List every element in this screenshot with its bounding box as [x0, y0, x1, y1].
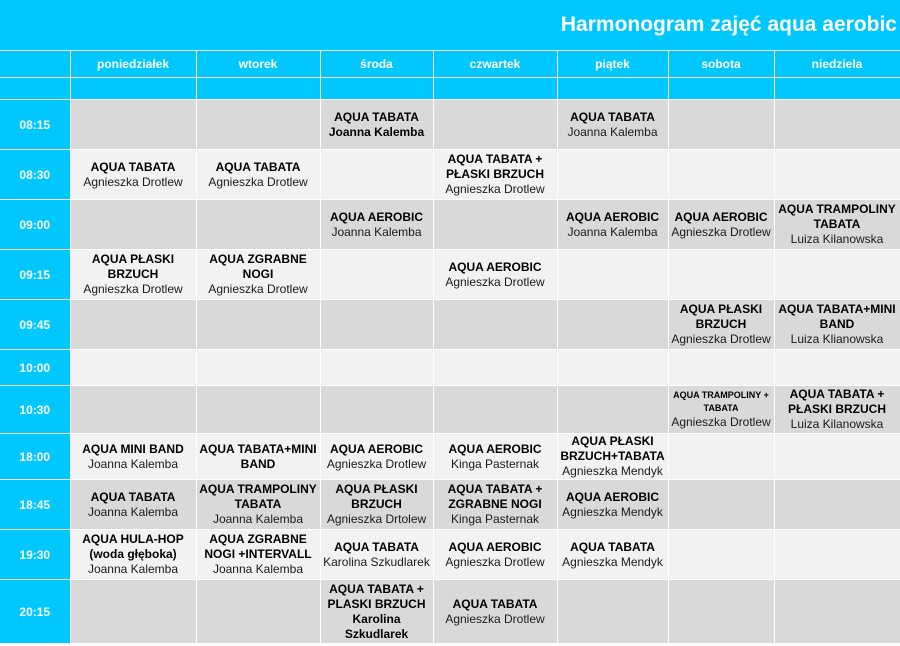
class-name: AQUA MINI BAND [82, 441, 184, 456]
class-cell [433, 300, 557, 350]
class-name: AQUA TRAMPOLINY TABATA [778, 202, 896, 231]
class-name: AQUA TABATA [570, 539, 655, 554]
class-cell [320, 200, 433, 250]
class-cell [774, 386, 900, 434]
class-cell [774, 480, 900, 530]
class-cell [433, 386, 557, 434]
class-cell [320, 150, 433, 200]
class-name: AQUA PŁASKI BRZUCH [679, 302, 763, 331]
class-cell [196, 580, 320, 644]
class-name: AQUA TRAMPOLINY + TABATA [673, 390, 769, 413]
instructor-name: Joanna Kalemba [567, 124, 658, 139]
class-name: AQUA AEROBIC [329, 441, 424, 456]
schedule-row [0, 250, 900, 300]
instructor-name: Agnieszka Drotlew [326, 456, 427, 471]
class-cell [668, 300, 774, 350]
time-cell: 09:45 [0, 300, 70, 350]
day-header: wtorek [196, 51, 320, 78]
class-cell [433, 480, 557, 530]
day-header: czwartek [433, 51, 557, 78]
class-cell [774, 580, 900, 644]
class-cell [320, 100, 433, 150]
class-cell [668, 150, 774, 200]
class-cell [70, 480, 196, 530]
class-name: AQUA PŁASKI BRZUCH [91, 252, 175, 281]
spacer-row [0, 78, 900, 100]
class-cell [774, 100, 900, 150]
class-cell [70, 250, 196, 300]
time-cell: 08:30 [0, 150, 70, 200]
instructor-name: Joanna Kalemba [212, 512, 304, 526]
instructor-name: Agnieszka Drotlew [671, 224, 771, 239]
class-cell [196, 350, 320, 386]
time-cell: 10:00 [0, 350, 70, 386]
schedule-row [0, 300, 900, 350]
class-cell [774, 530, 900, 580]
class-cell [433, 580, 557, 644]
instructor-name: Agnieszka Drotlew [83, 282, 183, 296]
class-cell [557, 386, 668, 434]
class-name: AQUA TABATA [90, 489, 176, 504]
class-name: AQUA TABATA + PLASKI BRZUCH [327, 581, 426, 611]
class-cell [70, 580, 196, 644]
class-cell [668, 250, 774, 300]
class-name: AQUA HULA-HOP (woda głęboka) [82, 532, 184, 561]
instructor-name: Joanna Kalemba [212, 562, 304, 576]
instructor-name: Agnieszka Drotlew [208, 282, 308, 296]
class-cell [557, 250, 668, 300]
class-cell [196, 250, 320, 300]
class-name: AQUA AEROBIC [448, 441, 542, 456]
class-name: AQUA PŁASKI BRZUCH [335, 482, 418, 511]
time-cell: 10:30 [0, 386, 70, 434]
class-name: AQUA TABATA + PŁASKI BRZUCH [446, 152, 544, 181]
class-name: AQUA AEROBIC [329, 209, 424, 224]
class-cell [774, 250, 900, 300]
instructor-name: Luiza Klianowska [790, 332, 884, 346]
time-cell: 08:15 [0, 100, 70, 150]
time-cell: 18:00 [0, 434, 70, 480]
class-cell [196, 480, 320, 530]
class-cell [668, 580, 774, 644]
class-name: AQUA TABATA [452, 596, 538, 611]
class-cell [196, 150, 320, 200]
class-cell [774, 200, 900, 250]
class-name: AQUA TABATA [90, 159, 176, 174]
instructor-name: Joanna Kalemba [331, 224, 422, 239]
instructor-name: Joanna Kalemba [87, 562, 179, 576]
class-cell [433, 100, 557, 150]
schedule-row [0, 386, 900, 434]
class-cell [70, 386, 196, 434]
class-cell [320, 300, 433, 350]
class-cell [557, 300, 668, 350]
class-cell [70, 350, 196, 386]
class-cell [320, 386, 433, 434]
class-cell [433, 434, 557, 480]
time-cell: 18:45 [0, 480, 70, 530]
class-cell [774, 434, 900, 480]
schedule-row [0, 100, 900, 150]
instructor-name: Kinga Pasternak [450, 456, 540, 471]
class-cell [70, 100, 196, 150]
class-cell [433, 200, 557, 250]
page-title: Harmonogram zajęć aqua aerobic [0, 0, 900, 51]
schedule-row [0, 434, 900, 480]
schedule-row [0, 580, 900, 644]
class-cell [196, 530, 320, 580]
time-cell: 09:00 [0, 200, 70, 250]
class-cell [70, 434, 196, 480]
class-cell [320, 350, 433, 386]
class-cell [196, 100, 320, 150]
class-name: AQUA TABATA [215, 159, 301, 174]
class-cell [320, 434, 433, 480]
schedule-row [0, 200, 900, 250]
class-cell [433, 250, 557, 300]
corner-cell [0, 51, 70, 78]
instructor-name: Joanna Kalemba [87, 504, 179, 519]
class-cell [774, 350, 900, 386]
class-name: AQUA AEROBIC [448, 259, 542, 274]
instructor-name: Agnieszka Drotlew [208, 174, 308, 189]
class-name: AQUA AEROBIC [674, 209, 768, 224]
instructor-name: Luiza Kilanowska [790, 232, 884, 246]
instructor-name: Joanna Kalemba [328, 124, 425, 139]
class-name: AQUA TABATA [334, 109, 419, 124]
instructor-name: Kinga Pasternak [450, 512, 540, 526]
class-cell [557, 150, 668, 200]
day-header: sobota [668, 51, 774, 78]
class-name: AQUA TABATA [334, 539, 419, 554]
class-cell [196, 300, 320, 350]
class-cell [320, 580, 433, 644]
class-name: AQUA AEROBIC [448, 539, 542, 554]
schedule-row [0, 530, 900, 580]
class-cell [557, 434, 668, 480]
instructor-name: Agnieszka Drotlew [445, 611, 545, 626]
schedule-row [0, 350, 900, 386]
day-header: niedziela [774, 51, 900, 78]
schedule-row [0, 480, 900, 530]
schedule-row [0, 150, 900, 200]
class-name: AQUA ZGRABNE NOGI [209, 252, 307, 281]
day-header-row [0, 51, 900, 78]
class-cell [557, 200, 668, 250]
instructor-name: Agnieszka Drotlew [671, 415, 771, 429]
day-header: środa [320, 51, 433, 78]
class-cell [774, 150, 900, 200]
time-cell: 09:15 [0, 250, 70, 300]
class-cell [70, 300, 196, 350]
instructor-name: Agnieszka Mendyk [562, 504, 663, 519]
instructor-name: Agnieszka Drotlew [445, 274, 545, 289]
day-header: poniedziałek [70, 51, 196, 78]
class-cell [196, 386, 320, 434]
day-header: piątek [557, 51, 668, 78]
instructor-name: Agnieszka Drotlew [671, 332, 771, 346]
instructor-name: Luiza Kilanowska [790, 417, 884, 431]
class-name: AQUA AEROBIC [565, 489, 660, 504]
instructor-name: Karolina Szkudlarek [344, 611, 409, 641]
instructor-name: Agnieszka Mendyk [562, 554, 663, 569]
class-cell [433, 530, 557, 580]
instructor-name: Agnieszka Drtolew [326, 512, 427, 526]
class-cell [668, 200, 774, 250]
class-cell [320, 250, 433, 300]
class-name: AQUA AEROBIC [565, 209, 660, 224]
class-cell [70, 530, 196, 580]
instructor-name: Karolina Szkudlarek [323, 554, 430, 569]
class-cell [668, 434, 774, 480]
class-cell [557, 480, 668, 530]
class-name: AQUA TRAMPOLINY TABATA [199, 482, 317, 511]
class-cell [70, 200, 196, 250]
class-name: AQUA TABATA + PŁASKI BRZUCH [788, 387, 886, 416]
class-cell [196, 200, 320, 250]
class-cell [774, 300, 900, 350]
class-cell [433, 350, 557, 386]
class-cell [557, 100, 668, 150]
instructor-name: Agnieszka Drotlew [83, 174, 183, 189]
class-cell [557, 580, 668, 644]
class-cell [320, 530, 433, 580]
instructor-name: Agnieszka Drotlew [445, 182, 545, 196]
class-name: AQUA TABATA [570, 109, 655, 124]
class-cell [320, 480, 433, 530]
class-name: AQUA PŁASKI BRZUCH+TABATA [560, 434, 665, 463]
instructor-name: Agnieszka Mendyk [562, 464, 663, 478]
class-cell [668, 480, 774, 530]
class-cell [668, 530, 774, 580]
class-cell [668, 386, 774, 434]
class-name: AQUA TABATA+MINI BAND [199, 441, 317, 471]
time-cell: 19:30 [0, 530, 70, 580]
instructor-name: Agnieszka Drotlew [445, 554, 545, 569]
class-cell [70, 150, 196, 200]
time-cell: 20:15 [0, 580, 70, 644]
instructor-name: Joanna Kalemba [567, 224, 658, 239]
class-cell [668, 350, 774, 386]
instructor-name: Joanna Kalemba [87, 456, 179, 471]
class-cell [557, 530, 668, 580]
class-cell [433, 150, 557, 200]
class-cell [668, 100, 774, 150]
class-cell [196, 434, 320, 480]
class-name: AQUA TABATA+MINI BAND [778, 302, 896, 331]
class-name: AQUA ZGRABNE NOGI +INTERVALL [204, 532, 312, 561]
class-cell [557, 350, 668, 386]
class-name: AQUA TABATA + ZGRABNE NOGI [447, 482, 543, 511]
